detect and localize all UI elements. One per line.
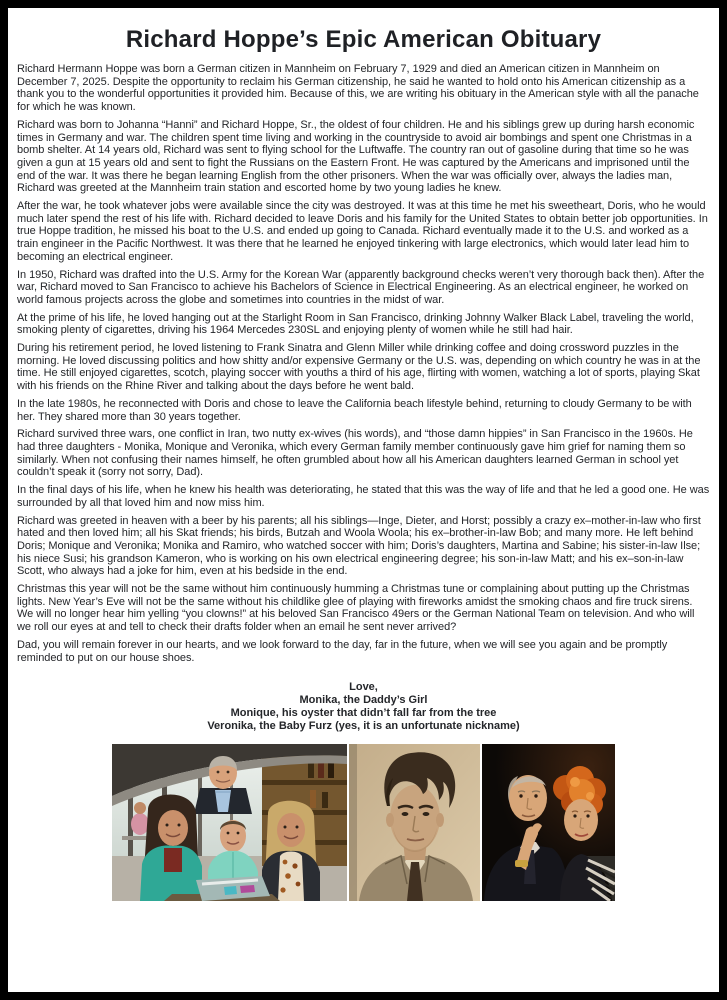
signoff-line: Monika, the Daddy’s Girl [299,694,428,707]
signoff-line: Love, [349,681,378,694]
obituary-paragraph: In 1950, Richard was drafted into the U.S. Army for the Korean War (apparently background checks weren’t very thorough back then). After the war, Richard moved to San Francisco to achieve his Bachelors of Science in Electrical Engineering. As an electrical engineer, he worked on world famous projects across the globe and sometimes into countries in the midst of war. [17,268,705,306]
obituary-paragraph: Richard Hermann Hoppe was born a German citizen in Mannheim on February 7, 1929 and died an American citizen in Mannheim on December 7, 2025. Despite the opportunity to reclaim his German citizenship, he said he wanted to hold onto his American citizenship as a thank you to the wonderful opportunities it provided him. Because of this, we are writing his obituary in the American style with all the panache for which he was known. [17,63,699,114]
signoff-line: Veronika, the Baby Furz (yes, it is an unfortunate nickname) [207,720,520,733]
obituary-paragraph: Richard was born to Johanna “Hanni” and Richard Hoppe, Sr., the oldest of four children. He and his siblings grew up during harsh economic times in Germany and war. The children spent time living and working in the countryside to avoid air bombings and spent one Christmas in a bomb shelter. At 14 years old, Richard was sent to flying school for the Luftwaffe. The country ran out of gasoline during that time so he was given a gun at 15 years old and sent to fight the Russians on the Eastern Front. He was captured by the Americans and imprisoned until the end of the war. It was there he began learning English from the other prisoners. When the war was officially over, always the ladies man, Richard was greeted at the Mannheim train station and escorted home by two young ladies he knew. [17,118,695,195]
young-richard-photo [349,744,480,901]
obituary-paragraph: Richard survived three wars, one conflict in Iran, two nutty ex-wives (his words), and “those damn hippies” in San Francisco in the 1960s. He had three daughters - Monika, Monique and Veronika, which every German family member continuously gave him grief for naming them so similarly. When not confusing their names himself, he often grumbled about how all his American daughters learned German in school yet couldn’t speak it (sorry not sorry, Dad). [17,428,693,479]
obituary-paragraph: Dad, you will remain forever in our hearts, and we look forward to the day, far in the future, when we will see you again and be promptly reminded to put on our house shoes. [17,638,668,664]
signoff-line: Monique, his oyster that didn’t fall far from the tree [230,707,497,720]
photo-strip [17,744,710,901]
obituary-paragraph: In the late 1980s, he reconnected with Doris and chose to leave the California beach lifestyle behind, returning to cloudy Germany to be with her. They shared more than 30 years together. [17,397,692,423]
obituary-paragraph: Christmas this year will not be the same without him continuously humming a Christmas tune or complaining about putting up the Christmas lights. New Year’s Eve will not be the same without his childlike glee of playing with fireworks amidst the smoking chaos and fire truck sirens. We will no longer hear him yelling “you clowns!” at his beloved San Francisco 49ers or the German National Team on television. And who will we roll our eyes at and tell to check their drafts folder when an email he sent never arrived? [17,583,695,634]
obituary-paragraph: During his retirement period, he loved listening to Frank Sinatra and Glenn Miller while drinking coffee and doing crossword puzzles in the morning. He loved discussing politics and how shitty and/or expensive Germany or the U.S. was, depending on which country he was in at the time. He still enjoyed cigarettes, scotch, playing soccer with youths a third of his age, flirting with women, watching a lot of sports, playing Skat with his friends on the Rhine River and talking about the days before he went bald. [17,342,701,393]
page-title: Richard Hoppe’s Epic American Obituary [125,26,602,53]
obituary-paragraph: At the prime of his life, he loved hanging out at the Starlight Room in San Francisco, drinking Johnny Walker Black Label, traveling the world, smoking plenty of cigarettes, driving his 1964 Mercedes 230SL and enjoying plenty of women while he still had hair. [17,311,694,337]
obituary-paragraph: In the final days of his life, when he knew his health was deteriorating, he stated that this was the way of life and that he led a good one. He was surrounded by all that loved him and now miss him. [17,484,710,509]
signoff-block [17,681,710,733]
family-group-photo [112,744,347,901]
older-couple-photo [482,744,615,901]
obituary-body [17,63,710,664]
obituary-paragraph: After the war, he took whatever jobs were available since the city was destroyed. It was at this time he met his sweetheart, Doris, who he would much later spend the rest of his life with. Richard decided to leave Doris and his family for the United States to obtain better job opportunities. In true Hoppe tradition, he missed his boat to the U.S. and ended up going to Canada. Richard eventually made it to the U.S. and worked as a train engineer in the Pacific Northwest. It was there that he learned he enjoyed tinkering with large electronics, which would later lead him to becoming an electrical engineer. [17,200,708,263]
obituary-page [8,8,719,992]
obituary-paragraph: Richard was greeted in heaven with a beer by his parents; all his siblings—Inge, Dieter, and Horst; possibly a crazy ex–mother-in-law who first hated and then loved him; all his Skat friends; his birds, Butzah and Woola Woola; his ex–brother-in-law Bob; and many more. He left behind Doris; Monique and Veronika; Monika and Ramiro, who watched soccer with him; Doris’s daughters, Martina and Sabine; his sister-in-law Ilse; his niece Susi; his grandson Kameron, who is working on his own electrical engineering degree; his son-in-law Matt; and his ex–son-in-law Scott, who always had a joke for him, even at his bedside in the end. [17,514,701,578]
